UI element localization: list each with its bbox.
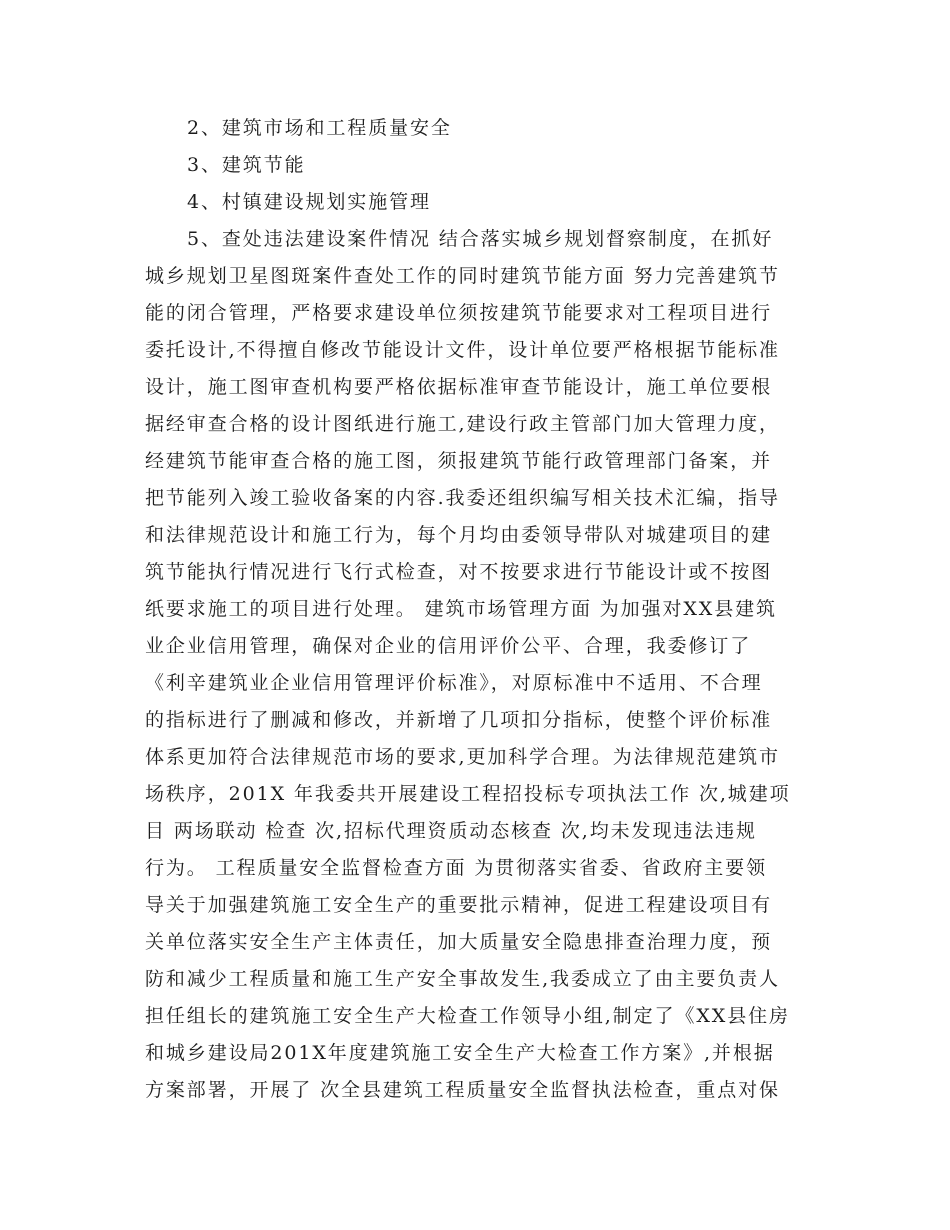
paragraph-line: 和城乡建设局201X年度建筑施工安全生产大检查工作方案》,并根据 [145, 1042, 775, 1064]
paragraph-line: 城乡规划卫星图斑案件查处工作的同时建筑节能方面 努力完善建筑节 [145, 265, 780, 287]
paragraph-line: 筑节能执行情况进行飞行式检查，对不按要求进行节能设计或不按图 [145, 561, 773, 583]
paragraph-line: 据经审查合格的设计图纸进行施工,建设行政主管部门加大管理力度， [145, 413, 780, 435]
paragraph-line: 导关于加强建筑施工安全生产的重要批示精神，促进工程建设项目有 [145, 894, 773, 916]
paragraph-line: 目 两场联动 检查 次,招标代理资质动态核查 次,均未发现违法违规 [145, 820, 757, 842]
paragraph-line: 的指标进行了删减和修改，并新增了几项扣分指标，使整个评价标准 [145, 709, 773, 731]
heading-building-energy-saving: 3、建筑节能 [187, 154, 306, 176]
paragraph-line: 体系更加符合法律规范市场的要求,更加科学合理。为法律规范建筑市 [145, 746, 780, 768]
paragraph-line: 5、查处违法建设案件情况 结合落实城乡规划督察制度，在抓好 [187, 228, 774, 250]
paragraph-line: 委托设计,不得擅自修改节能设计文件，设计单位要严格根据节能标准 [145, 339, 780, 361]
paragraph-line: 和法律规范设计和施工行为，每个月均由委领导带队对城建项目的建 [145, 524, 773, 546]
paragraph-line: 行为。 工程质量安全监督检查方面 为贯彻落实省委、省政府主要领 [145, 857, 767, 879]
paragraph-line: 设计，施工图审查机构要严格依据标准审查节能设计，施工单位要根 [145, 376, 773, 398]
paragraph-line: 能的闭合管理，严格要求建设单位须按建筑节能要求对工程项目进行 [145, 302, 773, 324]
paragraph-line: 《利辛建筑业企业信用管理评价标准》，对原标准中不适用、不合理 [145, 672, 763, 694]
paragraph-line: 防和减少工程质量和施工生产安全事故发生,我委成立了由主要负责人 [145, 968, 780, 990]
heading-building-market-quality-safety: 2、建筑市场和工程质量安全 [187, 117, 452, 139]
paragraph-line: 关单位落实安全生产主体责任，加大质量安全隐患排查治理力度，预 [145, 931, 773, 953]
paragraph-line: 经建筑节能审查合格的施工图，须报建筑节能行政管理部门备案，并 [145, 450, 773, 472]
paragraph-line: 场秩序，201X 年我委共开展建设工程招投标专项执法工作 次,城建项 [145, 783, 791, 805]
heading-village-town-planning: 4、村镇建设规划实施管理 [187, 191, 431, 213]
paragraph-line: 纸要求施工的项目进行处理。 建筑市场管理方面 为加强对XX县建筑 [145, 598, 777, 620]
paragraph-line: 担任组长的建筑施工安全生产大检查工作领导小组,制定了《XX县住房 [145, 1005, 790, 1027]
paragraph-line: 业企业信用管理，确保对企业的信用评价公平、合理，我委修订了 [145, 635, 752, 657]
paragraph-line: 方案部署，开展了 次全县建筑工程质量安全监督执法检查，重点对保 [145, 1079, 780, 1101]
paragraph-line: 把节能列入竣工验收备案的内容.我委还组织编写相关技术汇编，指导 [145, 487, 780, 509]
